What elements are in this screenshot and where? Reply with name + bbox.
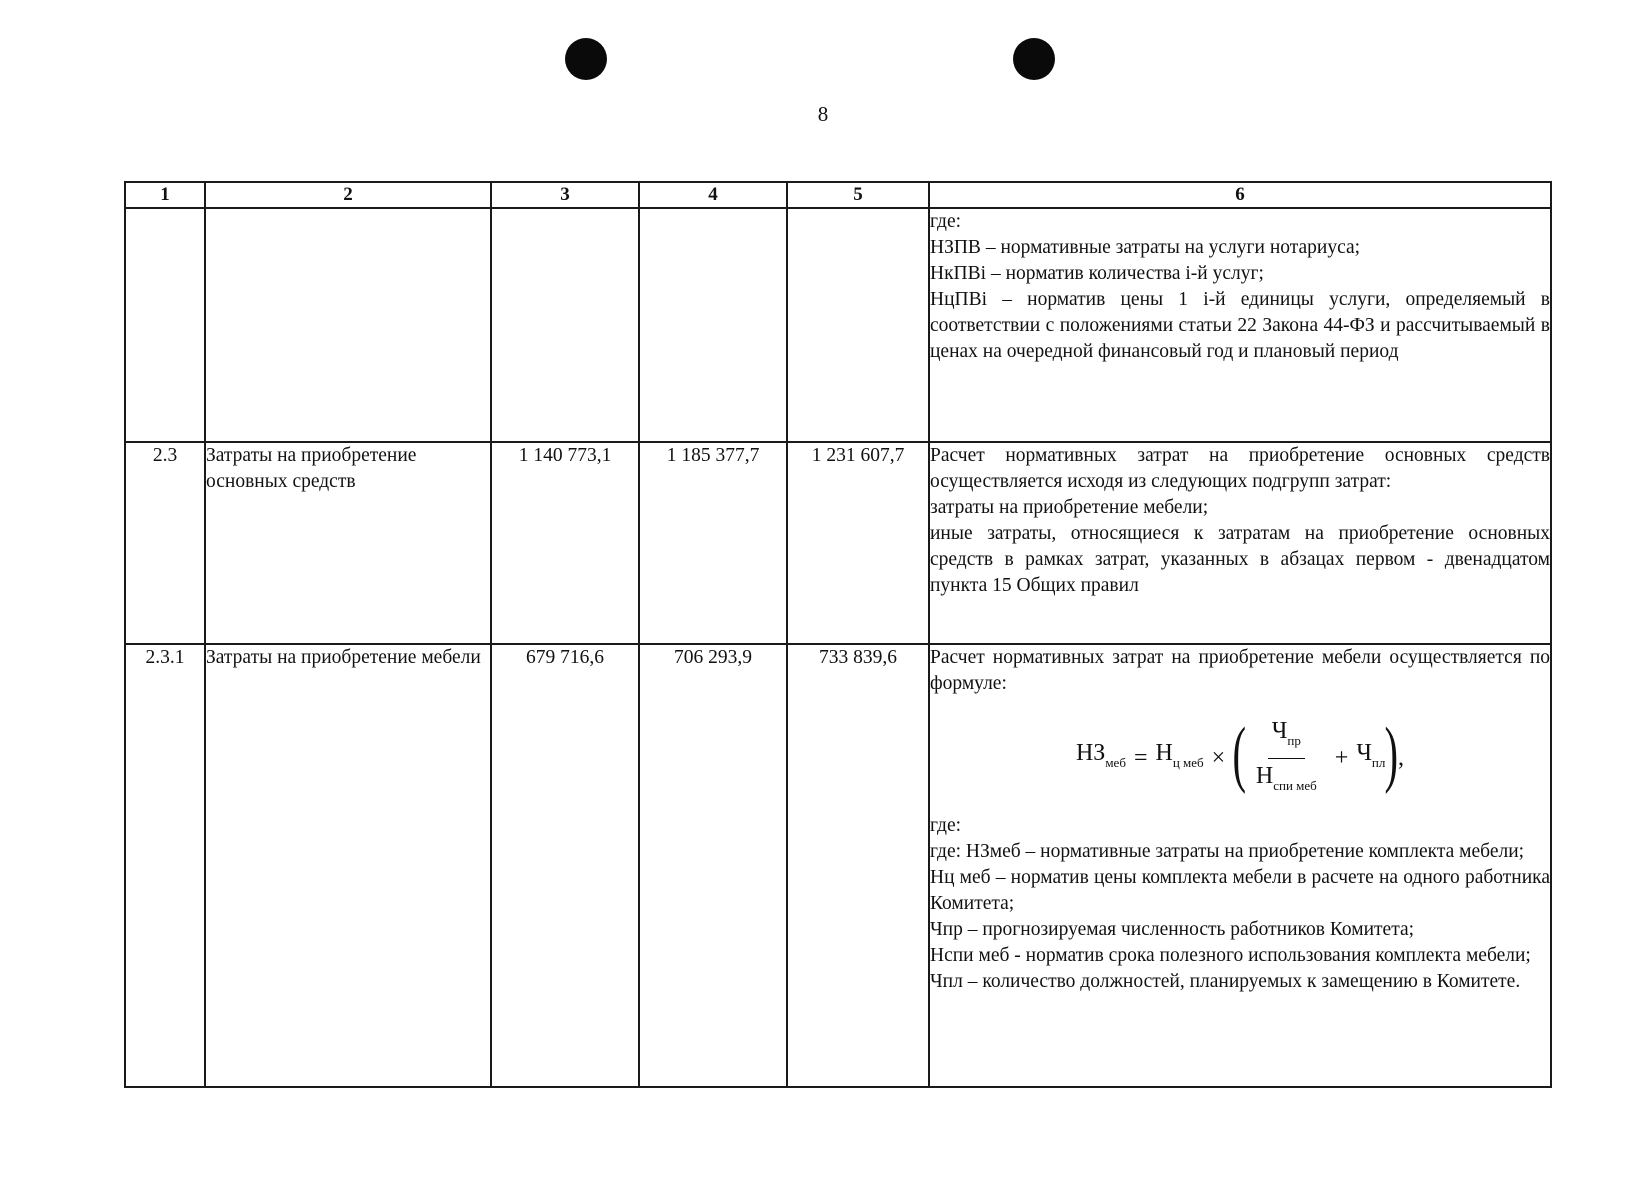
desc-intro: Расчет нормативных затрат на приобретение мебели осуществляется по формуле:	[930, 647, 1550, 694]
formula-lhs: $НЗ_{меб}$	[1075, 740, 1126, 770]
desc-line: затраты на приобретение мебели;	[930, 497, 1209, 518]
formula-paren-close: )	[1384, 713, 1399, 795]
row-description	[929, 208, 1551, 442]
value-col3	[491, 208, 639, 442]
value-col3: 1 140 773,1	[491, 442, 639, 644]
formula-paren-open: (	[1232, 713, 1247, 795]
value-col5	[787, 208, 929, 442]
desc-line: НцПВi – норматив цены 1 i-й единицы услуги, определяемый в соответствии с положениями статьи 22 Закона 44-ФЗ и рассчитываемый в ценах на очередной финансовый год и плановый период	[930, 289, 1550, 362]
formula-price-norm: $Н_{ц меб}$	[1155, 740, 1204, 770]
desc-line: иные затраты, относящиеся к затратам на приобретение основных средств в рамках затрат, указанных в абзацах первом - двенадцатом пункта 15 Общих правил	[930, 523, 1550, 596]
desc-line: где:	[930, 211, 962, 232]
desc-line: Нц меб – норматив цены комплекта мебели в расчете на одного работника Комитета;	[930, 867, 1550, 914]
value-col4: 706 293,9	[639, 644, 787, 1087]
col-header-2: 2	[205, 182, 491, 208]
punch-hole-right	[1013, 38, 1055, 80]
row-name	[205, 208, 491, 442]
row-number: 2.3	[125, 442, 205, 644]
formula-plus: +	[1334, 745, 1349, 771]
col-header-5: 5	[787, 182, 929, 208]
table-row	[125, 208, 1551, 442]
formula-fraction	[1252, 716, 1321, 801]
header-row	[125, 182, 1551, 208]
page-number: 8	[817, 102, 829, 126]
fraction-numerator: $Ч_{пр}$	[1268, 716, 1305, 759]
desc-line: где:	[930, 815, 962, 836]
desc-line: Чпр – прогнозируемая численность работников Комитета;	[930, 919, 1415, 940]
row-description	[929, 442, 1551, 644]
formula-equals: =	[1133, 745, 1148, 771]
desc-line: Чпл – количество должностей, планируемых к замещению в Комитете.	[930, 971, 1521, 992]
col-header-4: 4	[639, 182, 787, 208]
fraction-denominator: $Н_{спи меб}$	[1255, 762, 1317, 793]
row-number	[125, 208, 205, 442]
formula-tail: ,	[1398, 745, 1405, 771]
desc-line: где: НЗмеб – нормативные затраты на приобретение комплекта мебели;	[930, 841, 1525, 862]
value-col3: 679 716,6	[491, 644, 639, 1087]
desc-line: НкПВi – норматив количества i-й услуг;	[930, 263, 1264, 284]
table-row	[125, 644, 1551, 1087]
formula-times: ×	[1211, 745, 1226, 771]
col-header-1: 1	[125, 182, 205, 208]
value-col4: 1 185 377,7	[639, 442, 787, 644]
row-name: Затраты на приобретение мебели	[205, 644, 491, 1087]
row-name: Затраты на приобретение основных средств	[205, 442, 491, 644]
value-col5: 733 839,6	[787, 644, 929, 1087]
col-header-6: 6	[929, 182, 1551, 208]
value-col4	[639, 208, 787, 442]
row-number: 2.3.1	[125, 644, 205, 1087]
formula-addend: $Ч_{пл}$	[1356, 740, 1386, 770]
col-header-3: 3	[491, 182, 639, 208]
desc-line: НЗПВ – нормативные затраты на услуги нотариуса;	[930, 237, 1361, 258]
punch-hole-left	[565, 38, 607, 80]
cost-table	[124, 181, 1552, 1088]
value-col5: 1 231 607,7	[787, 442, 929, 644]
table-row	[125, 442, 1551, 644]
row-description	[929, 644, 1551, 1087]
desc-line: Нспи меб - норматив срока полезного использования комплекта мебели;	[930, 945, 1531, 966]
desc-line: Расчет нормативных затрат на приобретение основных средств осуществляется исходя из следующих подгрупп затрат:	[930, 445, 1550, 492]
furniture-cost-formula	[930, 713, 1550, 803]
